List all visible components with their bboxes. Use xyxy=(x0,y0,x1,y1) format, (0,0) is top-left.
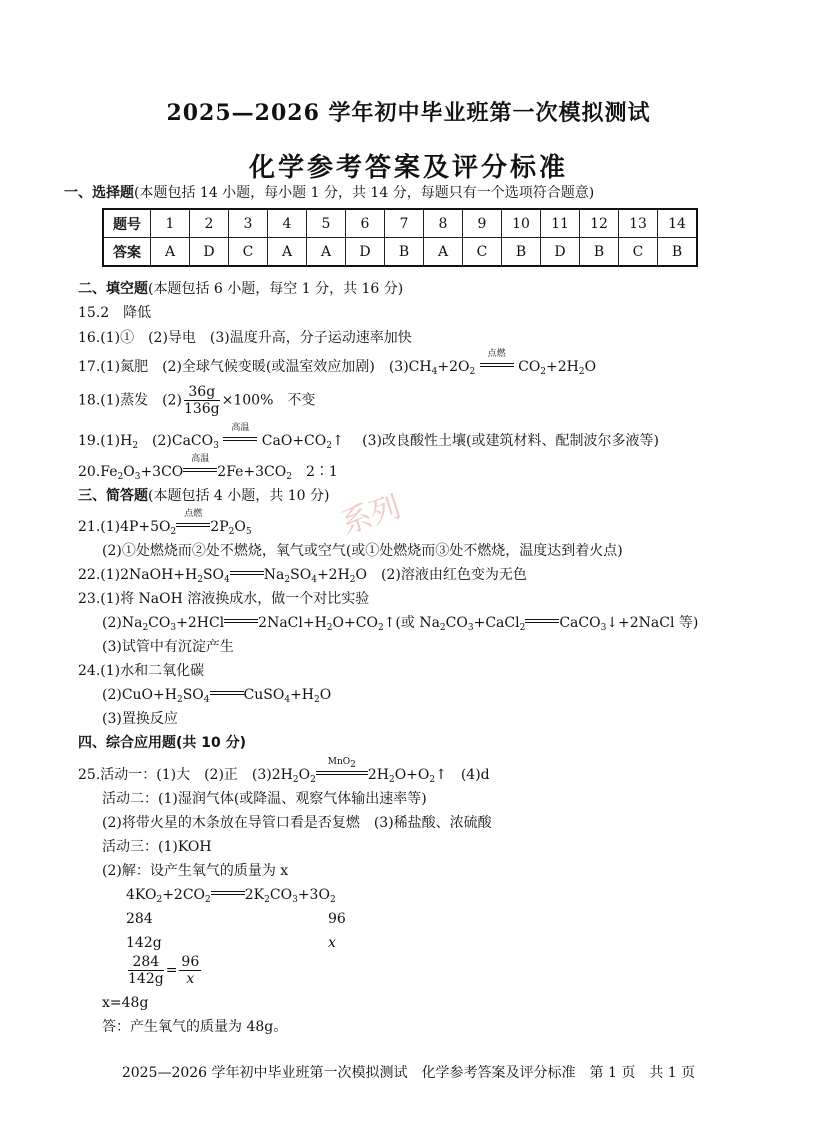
answer-24-1: 24.(1)水和二氧化碳 xyxy=(78,663,205,679)
answer-24-3: (3)置换反应 xyxy=(102,711,178,727)
reaction-condition: 高温 xyxy=(191,454,210,464)
row-label-number: 题号 xyxy=(103,209,151,238)
section4-heading: 四、综合应用题(共 10 分) xyxy=(78,735,247,751)
table-cell: D xyxy=(346,238,385,267)
calc-mass-142g: 142g xyxy=(126,935,162,951)
numerator: 36g xyxy=(184,384,220,401)
table-cell: 5 xyxy=(307,209,346,238)
answer-20-ratio: 2∶1 xyxy=(305,464,338,480)
table-cell: A xyxy=(151,238,190,267)
section4-heading-line xyxy=(78,734,246,752)
section1-heading: 一、选择题 xyxy=(64,185,134,201)
table-row-numbers xyxy=(103,209,697,238)
table-cell: B xyxy=(385,238,424,267)
table-cell: B xyxy=(580,238,619,267)
table-cell: A xyxy=(307,238,346,267)
answer-23-3: (3)试管中有沉淀产生 xyxy=(102,639,234,655)
table-cell: 7 xyxy=(385,209,424,238)
reaction-arrow xyxy=(224,614,258,632)
reaction-arrow xyxy=(480,349,514,376)
table-cell: 9 xyxy=(463,209,502,238)
section1-note: (本题包括 14 小题，每小题 1 分，共 14 分，每题只有一个选项符合题意) xyxy=(134,185,595,201)
section3-heading: 三、简答题 xyxy=(78,488,148,504)
table-cell: A xyxy=(268,238,307,267)
table-cell: C xyxy=(463,238,502,267)
page-footer: 2025—2026 学年初中毕业班第一次模拟测试 化学参考答案及评分标准 第 1 页 共 1 页 xyxy=(121,1065,696,1081)
section2-heading-line xyxy=(78,280,403,298)
answer-key-title: 化学参考答案及评分标准 xyxy=(248,153,568,183)
answer-19-text: 19.(1)H xyxy=(78,433,133,449)
answer-25-act1: 25.活动一：(1)大 (2)正 $(3)2H_2O_2$ MnO$_2$ $2H_2O+O_2↑$ (4)d xyxy=(78,766,490,789)
reaction-arrow xyxy=(183,454,217,481)
answer-16: 16.(1)① (2)导电 (3)温度升高，分子运动速率加快 xyxy=(78,330,412,346)
reaction-condition: 点燃 xyxy=(184,509,203,519)
answer-25-act3: 活动三：(1)KOH xyxy=(102,839,212,855)
reaction-arrow xyxy=(230,566,264,584)
answer-23-2: $(2)Na_2CO_3+2HCl$ $2NaCl+H_2O+CO_2↑$(或 $Na_2CO_3+CaCl_2$ CaCO$_3$↓+2NaCl 等) xyxy=(102,615,699,633)
final-answer: 答：产生氧气的质量为 48g。 xyxy=(102,1019,288,1035)
table-cell: 14 xyxy=(658,209,698,238)
table-cell: B xyxy=(658,238,698,267)
calc-proportion: $\frac{284}{142g}$ = $\frac{96}{x}$ xyxy=(128,954,200,987)
answer-19-tail: (3)改良酸性土壤(或建筑材料、配制波尔多液等) xyxy=(362,433,659,449)
reaction-arrow xyxy=(223,423,257,450)
reaction-arrow xyxy=(210,686,244,704)
section3-heading-line xyxy=(78,487,329,505)
calc-molar-96: 96 xyxy=(328,911,346,927)
reaction-condition: MnO$_2$ xyxy=(327,757,356,770)
calc-mass-x: x xyxy=(328,935,336,951)
publisher-watermark: 系列 xyxy=(337,489,406,542)
table-cell: 11 xyxy=(541,209,580,238)
table-cell: D xyxy=(541,238,580,267)
answer-24-2: $(2)CuO+H_2SO_4$ $CuSO_4+H_2O$ xyxy=(102,687,332,705)
calc-equation: $4KO_2+2CO_2$ $2K_2CO_3+3O_2$ xyxy=(126,887,336,905)
answer-21-2: (2)①处燃烧而②处不燃烧，氧气或空气(或①处燃烧而③处不燃烧，温度达到着火点) xyxy=(102,543,623,559)
fraction-left: $\frac{284}{142g}$ xyxy=(128,954,164,987)
table-cell: 3 xyxy=(229,209,268,238)
section2-heading: 二、填空题 xyxy=(78,281,148,297)
exam-title: 2025—2026 学年初中毕业班第一次模拟测试 xyxy=(166,100,651,126)
answer-20: $20.Fe_2O_3+3CO$ 高温 $2Fe+3CO_2$ 2∶1 xyxy=(78,463,338,486)
reaction-arrow xyxy=(316,757,368,784)
denominator: 136g xyxy=(183,401,220,417)
answer-25-solution: (2)解：设产生氧气的质量为 x xyxy=(102,863,289,879)
reaction-condition: 高温 xyxy=(231,423,250,433)
table-cell: D xyxy=(190,238,229,267)
answer-17: 17.(1)氮肥 (2)全球气候变暖(或温室效应加剧) $(3)CH_4+2O_2$ 点燃 $CO_2+2H_2O$ xyxy=(78,358,596,381)
table-cell: 1 xyxy=(151,209,190,238)
table-cell: B xyxy=(502,238,541,267)
calc-molar-284: 284 xyxy=(126,911,153,927)
fraction xyxy=(184,384,220,417)
table-cell: 6 xyxy=(346,209,385,238)
answer-22: $22.(1)2NaOH+H_2SO_4$ $Na_2SO_4+2H_2O$ (2)溶液由红色变为无色 xyxy=(78,567,527,585)
row-label-answer: 答案 xyxy=(103,238,151,267)
answer-18-text: 18.(1)蒸发 (2) xyxy=(78,392,182,409)
answer-25-act2-2: (2)将带火星的木条放在导管口看是否复燃 (3)稀盐酸、浓硫酸 xyxy=(102,815,492,831)
reaction-arrow xyxy=(176,509,210,536)
fraction-right: $\frac{96}{x}$ xyxy=(181,954,200,987)
answer-25-act2-1: 活动二：(1)湿润气体(或降温、观察气体输出速率等) xyxy=(102,791,427,807)
reaction-condition: 点燃 xyxy=(487,349,506,359)
table-cell: C xyxy=(619,238,658,267)
calc-result: x=48g xyxy=(102,995,149,1011)
table-cell: 10 xyxy=(502,209,541,238)
answer-18 xyxy=(78,384,315,417)
table-cell: 8 xyxy=(424,209,463,238)
answer-15: 15.2 降低 xyxy=(78,305,152,321)
answer-23-1: 23.(1)将 NaOH 溶液换成水，做一个对比实验 xyxy=(78,591,370,607)
section1-heading-line xyxy=(64,184,594,202)
answer-17-text: 17.(1)氮肥 (2)全球气候变暖(或温室效应加剧) (3)CH xyxy=(78,359,432,375)
answer-21-1: $21.(1)4P+5O_2$ 点燃 $2P_2O_5$ xyxy=(78,518,252,541)
answer-19: $19.(1)H_2$ (2)CaCO$_3$ 高温 $CaO+CO_2↑$ (3)改良酸性土壤(或建筑材料、配制波尔多液等) xyxy=(78,432,659,455)
reaction-arrow xyxy=(525,614,559,632)
table-cell: 13 xyxy=(619,209,658,238)
table-cell: 12 xyxy=(580,209,619,238)
table-cell: C xyxy=(229,238,268,267)
table-cell: 4 xyxy=(268,209,307,238)
choice-answer-table xyxy=(102,208,698,267)
section3-note: (本题包括 4 小题，共 10 分) xyxy=(148,488,330,504)
reaction-arrow xyxy=(211,886,245,904)
answer-22-tail: (2)溶液由红色变为无色 xyxy=(381,567,527,583)
table-cell: A xyxy=(424,238,463,267)
answer-18-tail: ×100% 不变 xyxy=(221,392,316,409)
table-cell: 2 xyxy=(190,209,229,238)
section2-note: (本题包括 6 小题，每空 1 分，共 16 分) xyxy=(148,281,404,297)
table-row-answers xyxy=(103,238,697,267)
